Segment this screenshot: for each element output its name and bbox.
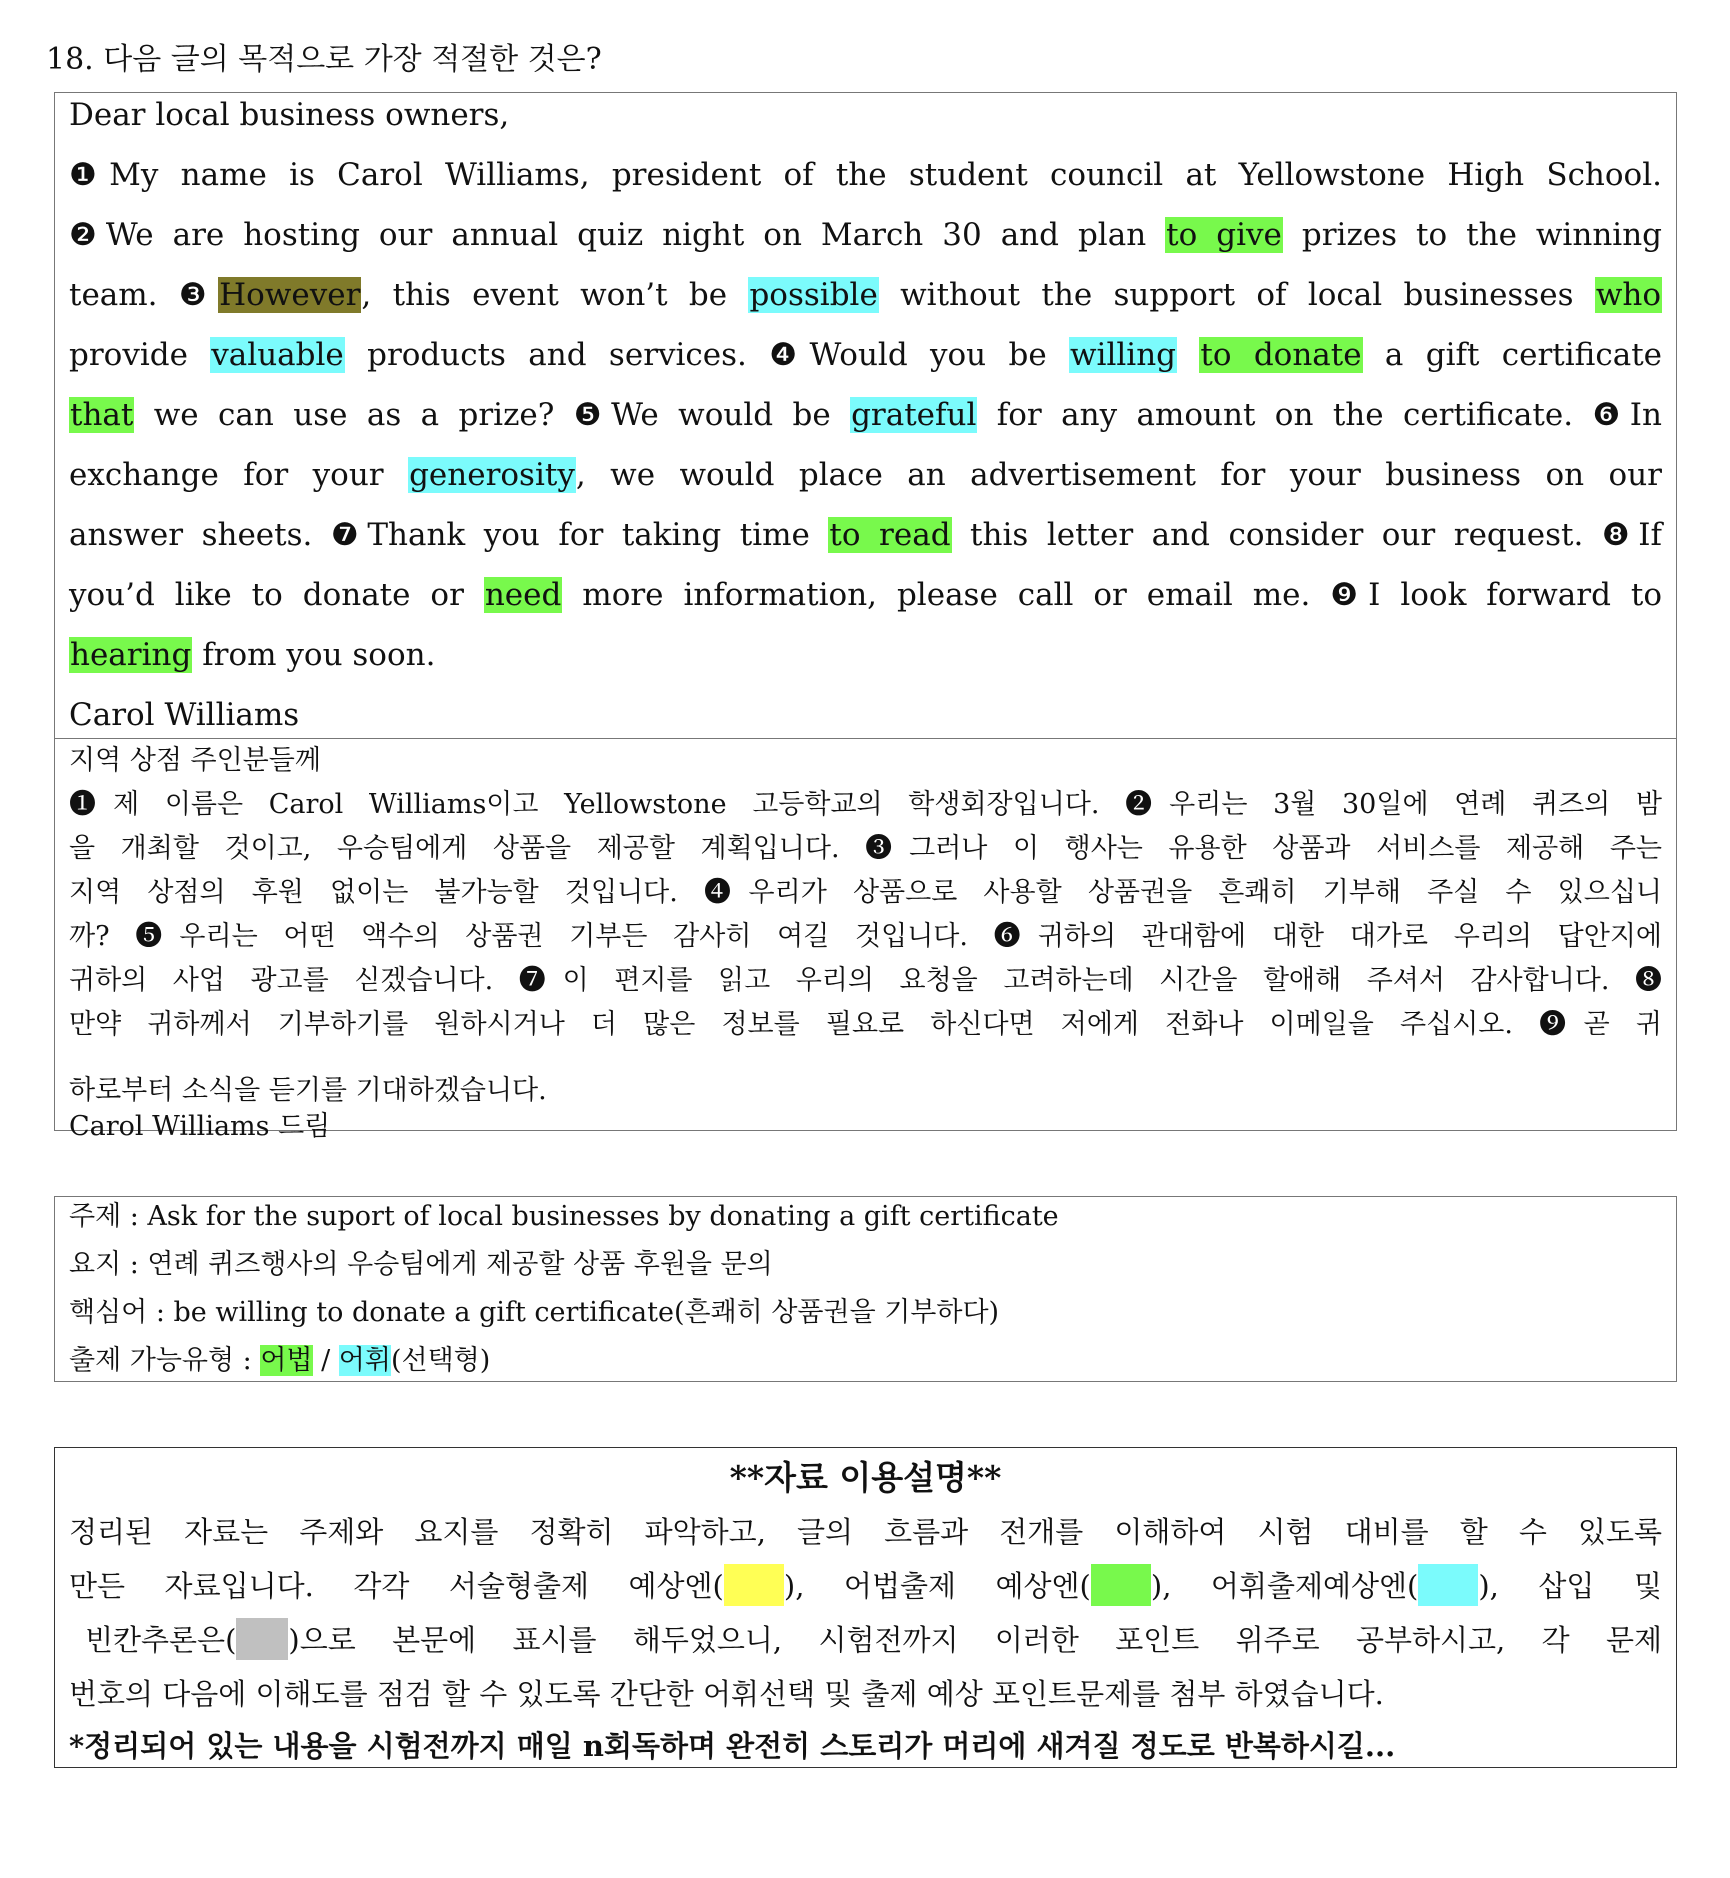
question-types [69,1341,1662,1381]
highlight-vocab: valuable [211,337,344,373]
highlight-vocab: grateful [851,397,977,433]
text-segment: answer sheets. ❼Thank you for taking time [69,517,829,553]
text-segment: ❶My name is Carol Williams, president of the student council at Yellowstone High School. [69,157,1662,193]
text-segment: ❷We are hosting our annual quiz night on March 30 and plan [69,217,1166,253]
question-title: 18. 다음 글의 목적으로 가장 적절한 것은? [46,42,602,77]
passage-line [69,153,1662,213]
highlight-grammar: hearing [70,637,192,673]
highlight-grammar: who [1595,277,1662,313]
passage-line [69,273,1662,333]
passage-line [69,393,1662,453]
highlight-connector: However [219,277,361,313]
translation-line: 지역 상점의 후원 없이는 불가능할 것입니다. ❹우리가 상품으로 사용할 상품권을 흔쾌히 기부해 주실 수 있으십니 [69,877,1662,908]
guide-line: 번호의 다음에 이해도를 점검 할 수 있도록 간단한 어휘선택 및 출제 예상 포인트문제를 첨부 하였습니다. [69,1677,1384,1711]
highlight-vocab: possible [749,277,878,313]
guide-text: 빈칸추론은( [85,1623,237,1657]
vocab-swatch [1418,1564,1478,1606]
translation-line: 귀하의 사업 광고를 싣겠습니다. ❼이 편지를 읽고 우리의 요청을 고려하는데 시간을 할애해 주셔서 감사합니다. ❽ [69,965,1662,996]
text-segment [1177,337,1199,373]
guide-text: ), 어법출제 예상엔( [783,1569,1091,1603]
text-segment: , we would place an advertisement for your business on our [575,457,1662,493]
text-segment: this letter and consider our request. ❽If [951,517,1662,553]
translation-greeting: 지역 상점 주인분들께 [69,745,321,776]
signature: Carol Williams [69,697,300,733]
type-vocab: 어휘 [338,1345,391,1376]
highlight-grammar: to donate [1200,337,1362,373]
translation-line: 하로부터 소식을 듣기를 기대하겠습니다. [69,1075,547,1106]
passage-line [69,513,1662,573]
guide-note: *정리되어 있는 내용을 시험전까지 매일 n회독하며 완전히 스토리가 머리에 새겨질 정도로 반복하시길... [69,1729,1396,1763]
highlight-grammar: to give [1166,217,1282,253]
text-segment: for any amount on the certificate. ❻In [977,397,1662,433]
guide-line [85,1618,1662,1660]
translation-line: 까? ❺우리는 어떤 액수의 상품권 기부든 감사히 여길 것입니다. ❻귀하의 관대함에 대한 대가로 우리의 답안지에 [69,921,1662,952]
text-segment: products and services. ❹Would you be [344,337,1070,373]
passage-box [54,92,1677,1142]
text-segment: from you soon. [192,637,436,673]
summary-box [54,1196,1677,1382]
passage-line [69,633,1662,693]
translation-line: ❶제 이름은 Carol Williams이고 Yellowstone 고등학교의 학생회장입니다. ❷우리는 3월 30일에 연례 퀴즈의 밤 [69,789,1662,820]
text-segment: prizes to the winning [1282,217,1663,253]
passage-line [69,453,1662,513]
guide-text: )으로 본문에 표시를 해두었으니, 시험전까지 이러한 포인트 위주로 공부하시고, 각 문제 [288,1623,1662,1657]
highlight-grammar: that [70,397,134,433]
gist: 요지 : 연례 퀴즈행사의 우승팀에게 제공할 상품 후원을 문의 [69,1249,773,1280]
translation-signature: Carol Williams 드림 [69,1111,331,1142]
highlight-vocab: generosity [409,457,575,493]
guide-text: ), 어휘출제예상엔( [1150,1569,1419,1603]
guide-line: 정리된 자료는 주제와 요지를 정확히 파악하고, 글의 흐름과 전개를 이해하여 시험 대비를 할 수 있도록 [69,1515,1662,1549]
guide-box [54,1447,1677,1768]
highlight-vocab: willing [1070,337,1177,373]
types-label: 출제 가능유형 : [69,1345,261,1376]
greeting: Dear local business owners, [69,97,510,133]
highlight-grammar: need [484,577,562,613]
text-segment: , this event won’t be [361,277,749,313]
text-segment: provide [69,337,211,373]
text-segment: a gift certificate [1362,337,1662,373]
translation-line: 만약 귀하께서 기부하기를 원하시거나 더 많은 정보를 필요로 하신다면 저에게 전화나 이메일을 주십시오. ❾곧 귀 [69,1009,1662,1040]
blank-swatch [236,1618,288,1660]
text-segment: we can use as a prize? ❺We would be [134,397,851,433]
text-segment: team. ❸ [69,277,219,313]
topic: 주제 : Ask for the suport of local businesses by donating a gift certificate [69,1201,1059,1232]
type-suffix: (선택형) [390,1345,491,1376]
text-segment: more information, please call or email me. ❾I look forward to [562,577,1662,613]
guide-title: **자료 이용설명** [729,1458,1002,1497]
type-grammar: 어법 [260,1345,313,1376]
types-slash: / [312,1345,339,1376]
text-segment: you’d like to donate or [69,577,484,613]
translation-line: 을 개최할 것이고, 우승팀에게 상품을 제공할 계획입니다. ❸그러나 이 행사는 유용한 상품과 서비스를 제공해 주는 [69,833,1662,864]
text-segment: without the support of local businesses [878,277,1595,313]
passage-line [69,213,1662,273]
guide-text: 만든 자료입니다. 각각 서술형출제 예상엔( [69,1569,724,1603]
guide-line [69,1564,1662,1606]
keyword: 핵심어 : be willing to donate a gift certificate(흔쾌히 상품권을 기부하다) [69,1297,1000,1328]
passage-line [69,573,1662,633]
passage-line [69,333,1662,393]
divider [55,738,1676,739]
guide-text: ), 삽입 및 [1478,1569,1662,1603]
grammar-swatch [1091,1564,1151,1606]
text-segment: exchange for your [69,457,409,493]
writing-swatch [724,1564,784,1606]
highlight-grammar: to read [829,517,951,553]
